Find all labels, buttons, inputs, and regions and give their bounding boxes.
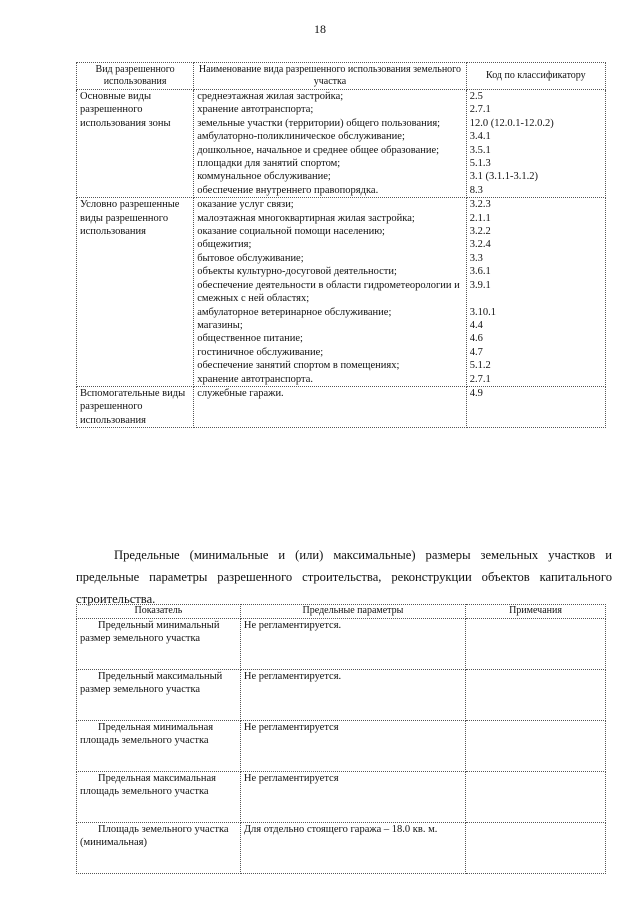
classifier-code: 3.2.2 (469, 226, 491, 238)
classifier-code: 3.6.1 (469, 266, 491, 278)
classifier-code: 2.1.1 (469, 212, 491, 224)
parameter-indicator-cell: Предельный максимальный размер земельного участка (77, 670, 241, 721)
parameter-indicator-cell: Предельная максимальная площадь земельного участка (77, 772, 241, 823)
use-name: среднеэтажная жилая застройка; (197, 91, 344, 102)
use-name: обеспечение деятельности в области гидрометеорологии и смежных с ней областях; (197, 279, 463, 305)
use-name: оказание социальной помощи населению; (197, 226, 385, 238)
codes-cell (466, 198, 605, 387)
use-name: объекты культурно-досуговой деятельности; (197, 266, 397, 278)
classifier-code: 3.2.4 (469, 239, 491, 251)
use-name: амбулаторно-поликлиническое обслуживание; (197, 131, 405, 143)
use-name: обеспечение внутреннего правопорядка. (197, 184, 379, 196)
table-header-row (77, 605, 606, 619)
use-name: амбулаторное ветеринарное обслуживание; (197, 306, 392, 318)
header-notes: Примечания (466, 605, 606, 619)
table-row (77, 721, 606, 772)
use-name: общежития; (197, 239, 252, 251)
classifier-code: 2.7.1 (469, 373, 491, 385)
classifier-code: 12.0 (12.0.1-12.0.2) (469, 117, 554, 129)
use-name: бытовое обслуживание; (197, 252, 304, 264)
classifier-code: 4.4 (469, 319, 483, 331)
classifier-code: 5.1.2 (469, 360, 491, 372)
classifier-code: 4.9 (469, 387, 483, 399)
classifier-code: 3.5.1 (469, 144, 491, 156)
classifier-code: 3.9.1 (469, 279, 491, 291)
use-name: малоэтажная многоквартирная жилая застройка; (197, 212, 415, 224)
header-classifier-code: Код по классификатору (466, 63, 605, 90)
use-names-cell (194, 90, 467, 198)
table-row (77, 670, 606, 721)
parameter-value-cell: Для отдельно стоящего гаража – 18.0 кв. м. (240, 823, 465, 874)
table-row (77, 823, 606, 874)
table-row (77, 386, 606, 427)
use-name: служебные гаражи. (197, 387, 284, 399)
parameter-note-cell (466, 721, 606, 772)
parameter-note-cell (466, 670, 606, 721)
classifier-code: 3.2.3 (469, 199, 491, 211)
use-names-cell (194, 386, 467, 427)
classifier-code: 5.1.3 (469, 158, 491, 170)
parameter-note-cell (466, 823, 606, 874)
classifier-code: 3.3 (469, 252, 483, 264)
table-row (77, 619, 606, 670)
permitted-use-table (76, 62, 606, 428)
page-number: 18 (314, 22, 326, 36)
parameter-value-cell: Не регламентируется. (240, 670, 465, 721)
use-name: земельные участки (территории) общего пользования; (197, 117, 441, 129)
use-kind-cell: Вспомогательные виды разрешенного использования (77, 386, 194, 427)
classifier-code: 3.1 (3.1.1-3.1.2) (469, 171, 538, 183)
classifier-code: 4.6 (469, 333, 483, 345)
classifier-code: 3.10.1 (469, 306, 496, 318)
use-name: оказание услуг связи; (197, 199, 294, 211)
use-name: гостиничное обслуживание; (197, 346, 324, 358)
classifier-code: 2.7.1 (469, 104, 491, 116)
parameters-table (76, 604, 606, 874)
limits-paragraph (76, 544, 612, 610)
use-name: магазины; (197, 319, 243, 331)
use-names-cell (194, 198, 467, 387)
table-header-row (77, 63, 606, 90)
use-name: хранение автотранспорта; (197, 104, 314, 116)
use-name: дошкольное, начальное и среднее общее образование; (197, 144, 440, 156)
use-name: общественное питание; (197, 333, 303, 345)
use-name: хранение автотранспорта. (197, 373, 313, 385)
codes-cell (466, 90, 605, 198)
use-kind-cell: Основные виды разрешенного использования зоны (77, 90, 194, 198)
classifier-code: 4.7 (469, 346, 483, 358)
table-row (77, 90, 606, 198)
table-row (77, 198, 606, 387)
header-use-name: Наименование вида разрешенного использования земельного участка (194, 63, 467, 90)
use-name: обеспечение занятий спортом в помещениях; (197, 360, 400, 372)
parameter-note-cell (466, 619, 606, 670)
parameter-indicator-cell: Предельная минимальная площадь земельного участка (77, 721, 241, 772)
table-row (77, 772, 606, 823)
classifier-code: 2.5 (469, 91, 483, 102)
use-name: коммунальное обслуживание; (197, 171, 331, 183)
paragraph-text: Предельные (минимальные и (или) максимальные) размеры земельных участков и предельные параметры разрешенного строительства, реконструкции объектов капитального строительства. (76, 548, 612, 606)
parameter-value-cell: Не регламентируется. (240, 619, 465, 670)
parameter-value-cell: Не регламентируется (240, 772, 465, 823)
classifier-code: 3.4.1 (469, 131, 491, 143)
parameter-indicator-cell: Предельный минимальный размер земельного участка (77, 619, 241, 670)
header-indicator: Показатель (77, 605, 241, 619)
header-use-kind: Вид разрешенного использования (77, 63, 194, 90)
codes-cell (466, 386, 605, 427)
classifier-code: 8.3 (469, 184, 483, 196)
use-kind-cell: Условно разрешенные виды разрешенного использования (77, 198, 194, 387)
parameter-value-cell: Не регламентируется (240, 721, 465, 772)
header-limit-parameters: Предельные параметры (240, 605, 465, 619)
parameter-indicator-cell: Площадь земельного участка (минимальная) (77, 823, 241, 874)
use-name: площадки для занятий спортом; (197, 158, 341, 170)
parameter-note-cell (466, 772, 606, 823)
